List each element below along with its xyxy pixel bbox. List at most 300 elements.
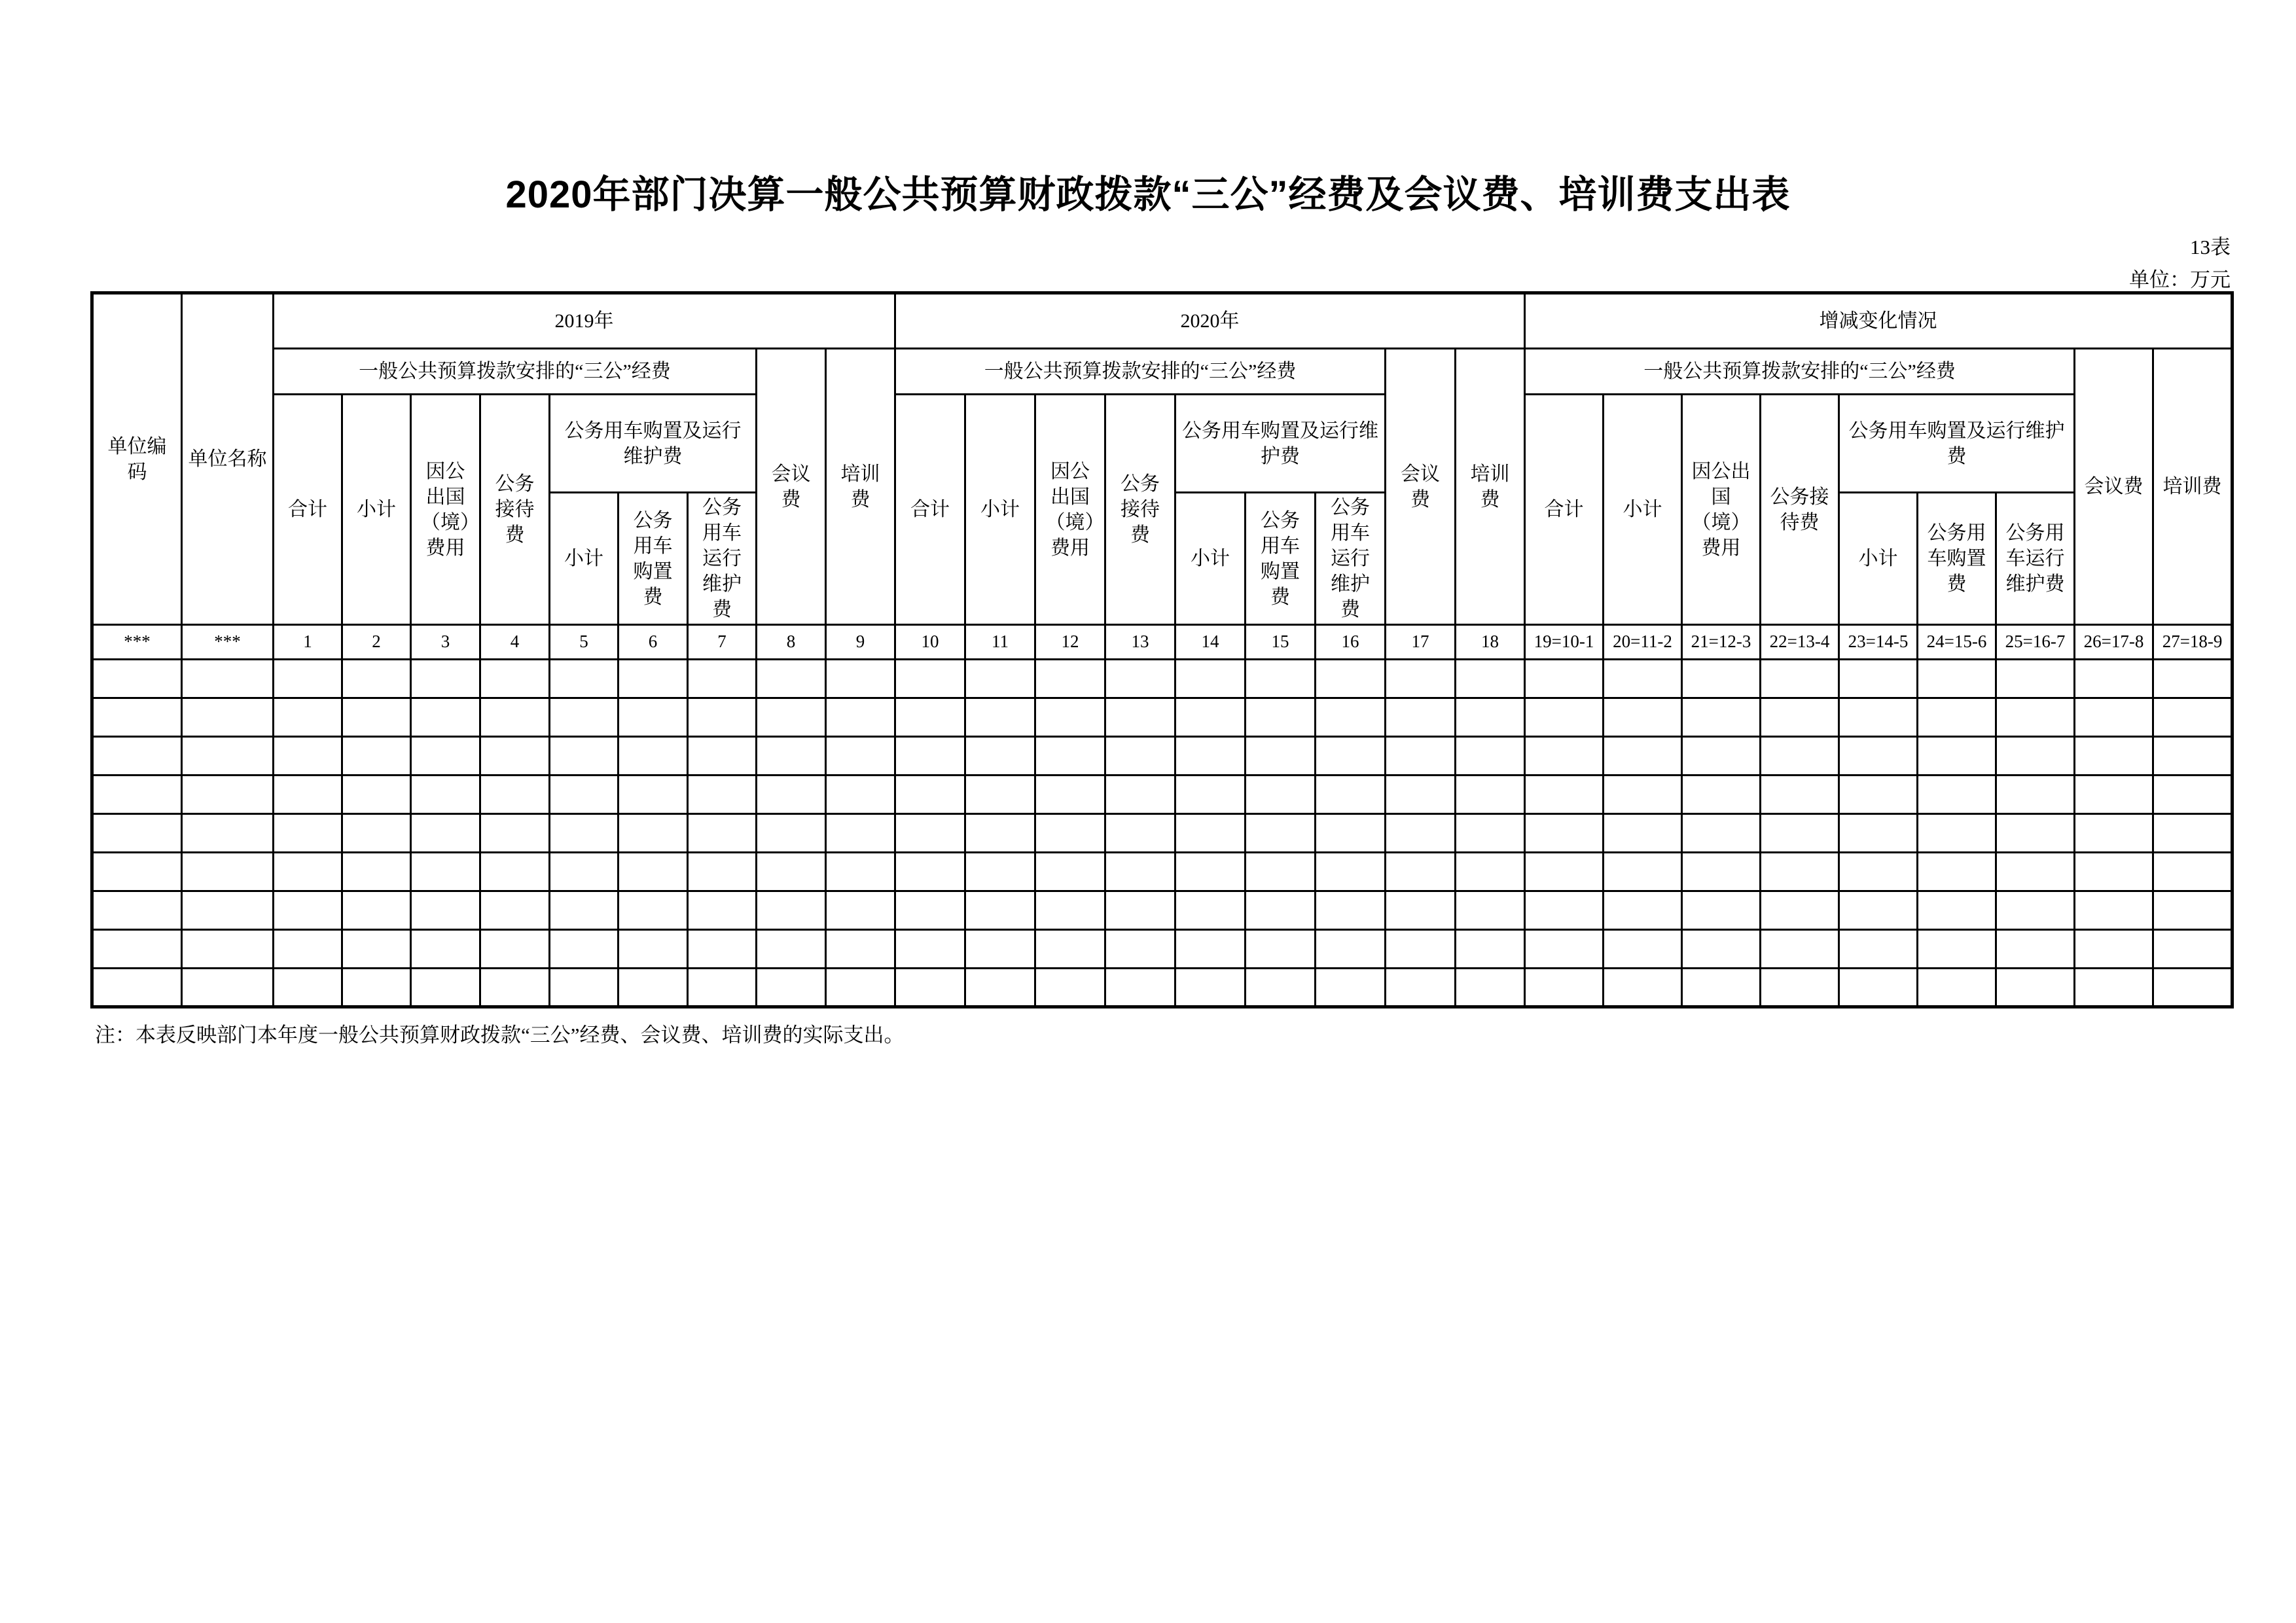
empty-cell xyxy=(757,660,826,698)
empty-cell xyxy=(480,814,550,853)
empty-cell xyxy=(1105,969,1175,1007)
empty-cell xyxy=(895,814,965,853)
empty-cell xyxy=(1316,737,1386,776)
empty-cell xyxy=(1525,930,1604,969)
vehicle-subtotal-header-2019: 小计 xyxy=(550,493,619,625)
empty-cell xyxy=(1246,776,1316,814)
empty-cell xyxy=(757,853,826,891)
empty-cell xyxy=(1456,698,1525,737)
empty-cell xyxy=(411,660,480,698)
empty-cell xyxy=(1456,737,1525,776)
empty-cell xyxy=(1839,737,1918,776)
empty-cell xyxy=(688,698,757,737)
empty-cell xyxy=(1316,969,1386,1007)
empty-cell xyxy=(1996,776,2075,814)
column-number-cell: *** xyxy=(182,625,274,660)
empty-cell xyxy=(1918,891,1996,930)
empty-cell xyxy=(619,698,688,737)
empty-cell xyxy=(688,853,757,891)
empty-cell xyxy=(826,660,895,698)
total-header-change: 合计 xyxy=(1525,395,1604,625)
empty-cell xyxy=(1175,660,1246,698)
empty-cell xyxy=(1839,660,1918,698)
empty-cell xyxy=(92,698,182,737)
vehicle-maintenance-header-change: 公务用车运行维护费 xyxy=(1996,493,2075,625)
empty-cell xyxy=(1105,853,1175,891)
empty-cell xyxy=(1918,853,1996,891)
empty-cell xyxy=(1386,814,1456,853)
empty-cell xyxy=(1456,660,1525,698)
empty-data-row xyxy=(92,891,2233,930)
empty-cell xyxy=(1604,737,1682,776)
unit-code-header: 单位编码 xyxy=(92,293,182,625)
empty-cell xyxy=(550,737,619,776)
empty-cell xyxy=(1386,853,1456,891)
empty-cell xyxy=(1175,698,1246,737)
training-fee-header-2019: 培训费 xyxy=(826,349,895,625)
empty-cell xyxy=(1839,853,1918,891)
empty-cell xyxy=(1456,969,1525,1007)
empty-cell xyxy=(342,698,411,737)
empty-cell xyxy=(619,660,688,698)
empty-cell xyxy=(1761,853,1839,891)
empty-cell xyxy=(2075,969,2153,1007)
empty-cell xyxy=(92,930,182,969)
column-number-cell: 6 xyxy=(619,625,688,660)
empty-cell xyxy=(895,776,965,814)
column-numbering-row xyxy=(92,625,2233,660)
empty-cell xyxy=(1035,930,1105,969)
section-header-change: 增减变化情况 xyxy=(1525,293,2233,349)
empty-cell xyxy=(1386,891,1456,930)
empty-cell xyxy=(1105,776,1175,814)
column-number-cell: 22=13-4 xyxy=(1761,625,1839,660)
empty-cell xyxy=(1525,776,1604,814)
vehicle-group-header-2019: 公务用车购置及运行维护费 xyxy=(550,395,757,493)
empty-cell xyxy=(826,814,895,853)
empty-cell xyxy=(1456,814,1525,853)
subtotal-header-2019: 小计 xyxy=(342,395,411,625)
empty-cell xyxy=(2075,930,2153,969)
empty-cell xyxy=(1386,698,1456,737)
empty-cell xyxy=(274,660,342,698)
empty-cell xyxy=(965,776,1035,814)
empty-cell xyxy=(965,737,1035,776)
empty-cell xyxy=(1035,969,1105,1007)
empty-cell xyxy=(1682,737,1761,776)
empty-cell xyxy=(965,969,1035,1007)
empty-cell xyxy=(1761,814,1839,853)
empty-cell xyxy=(1316,698,1386,737)
empty-cell xyxy=(550,891,619,930)
empty-cell xyxy=(342,969,411,1007)
empty-cell xyxy=(92,737,182,776)
empty-cell xyxy=(688,930,757,969)
empty-cell xyxy=(619,891,688,930)
column-number-cell: 9 xyxy=(826,625,895,660)
empty-cell xyxy=(1996,930,2075,969)
empty-cell xyxy=(2075,776,2153,814)
empty-cell xyxy=(757,891,826,930)
column-number-cell: 8 xyxy=(757,625,826,660)
total-header-2019: 合计 xyxy=(274,395,342,625)
empty-cell xyxy=(1996,969,2075,1007)
empty-cell xyxy=(965,814,1035,853)
budget-caption-2019: 一般公共预算拨款安排的“三公”经费 xyxy=(274,349,757,395)
empty-cell xyxy=(965,698,1035,737)
empty-cell xyxy=(1035,853,1105,891)
column-number-cell: *** xyxy=(92,625,182,660)
empty-cell xyxy=(2153,737,2233,776)
empty-cell xyxy=(826,891,895,930)
empty-cell xyxy=(2075,660,2153,698)
empty-cell xyxy=(2153,930,2233,969)
empty-cell xyxy=(1246,737,1316,776)
budget-caption-change: 一般公共预算拨款安排的“三公”经费 xyxy=(1525,349,2075,395)
empty-cell xyxy=(619,814,688,853)
empty-cell xyxy=(1839,969,1918,1007)
empty-cell xyxy=(274,853,342,891)
vehicle-subtotal-header-2020: 小计 xyxy=(1175,493,1246,625)
column-number-cell: 2 xyxy=(342,625,411,660)
empty-cell xyxy=(965,660,1035,698)
empty-cell xyxy=(1386,737,1456,776)
empty-cell xyxy=(1105,891,1175,930)
empty-cell xyxy=(411,969,480,1007)
empty-cell xyxy=(965,930,1035,969)
empty-cell xyxy=(2075,737,2153,776)
empty-cell xyxy=(757,698,826,737)
empty-cell xyxy=(1682,814,1761,853)
subtotal-header-change: 小计 xyxy=(1604,395,1682,625)
column-number-cell: 23=14-5 xyxy=(1839,625,1918,660)
empty-cell xyxy=(1604,814,1682,853)
empty-cell xyxy=(1682,930,1761,969)
empty-cell xyxy=(550,660,619,698)
empty-cell xyxy=(1386,776,1456,814)
empty-cell xyxy=(550,969,619,1007)
empty-cell xyxy=(1105,698,1175,737)
empty-cell xyxy=(1761,776,1839,814)
empty-cell xyxy=(1175,969,1246,1007)
empty-cell xyxy=(2153,660,2233,698)
empty-cell xyxy=(688,776,757,814)
empty-cell xyxy=(1604,776,1682,814)
empty-cell xyxy=(1761,737,1839,776)
empty-cell xyxy=(1839,814,1918,853)
reception-fee-header-2019: 公务接待费 xyxy=(480,395,550,625)
empty-cell xyxy=(757,737,826,776)
empty-cell xyxy=(1246,853,1316,891)
empty-cell xyxy=(1918,969,1996,1007)
empty-cell xyxy=(274,930,342,969)
expense-report-table xyxy=(90,291,2234,1008)
empty-data-row xyxy=(92,969,2233,1007)
empty-cell xyxy=(1761,930,1839,969)
empty-cell xyxy=(1682,776,1761,814)
empty-data-row xyxy=(92,698,2233,737)
training-fee-header-2020: 培训费 xyxy=(1456,349,1525,625)
empty-cell xyxy=(1175,814,1246,853)
column-number-cell: 13 xyxy=(1105,625,1175,660)
empty-cell xyxy=(688,969,757,1007)
empty-cell xyxy=(182,814,274,853)
empty-cell xyxy=(1105,814,1175,853)
empty-cell xyxy=(1918,737,1996,776)
empty-cell xyxy=(480,969,550,1007)
empty-data-row xyxy=(92,814,2233,853)
column-number-cell: 26=17-8 xyxy=(2075,625,2153,660)
meeting-fee-header-2019: 会议费 xyxy=(757,349,826,625)
empty-cell xyxy=(411,698,480,737)
empty-cell xyxy=(1456,891,1525,930)
empty-cell xyxy=(274,969,342,1007)
empty-cell xyxy=(1525,969,1604,1007)
empty-cell xyxy=(1316,891,1386,930)
total-header-2020: 合计 xyxy=(895,395,965,625)
column-number-cell: 18 xyxy=(1456,625,1525,660)
column-number-cell: 15 xyxy=(1246,625,1316,660)
empty-cell xyxy=(2153,891,2233,930)
empty-cell xyxy=(480,930,550,969)
empty-cell xyxy=(92,969,182,1007)
column-number-cell: 3 xyxy=(411,625,480,660)
empty-cell xyxy=(2075,698,2153,737)
empty-cell xyxy=(619,737,688,776)
empty-cell xyxy=(1246,930,1316,969)
empty-cell xyxy=(1175,891,1246,930)
section-header-2019: 2019年 xyxy=(274,293,895,349)
empty-cell xyxy=(757,969,826,1007)
empty-cell xyxy=(1105,737,1175,776)
empty-cell xyxy=(1316,814,1386,853)
empty-cell xyxy=(1246,660,1316,698)
column-number-cell: 17 xyxy=(1386,625,1456,660)
empty-cell xyxy=(274,776,342,814)
empty-cell xyxy=(1316,660,1386,698)
column-number-cell: 27=18-9 xyxy=(2153,625,2233,660)
empty-cell xyxy=(1035,891,1105,930)
empty-cell xyxy=(1761,660,1839,698)
empty-cell xyxy=(550,698,619,737)
empty-cell xyxy=(274,891,342,930)
empty-cell xyxy=(1105,930,1175,969)
empty-cell xyxy=(1386,969,1456,1007)
column-number-cell: 4 xyxy=(480,625,550,660)
column-number-cell: 11 xyxy=(965,625,1035,660)
meeting-fee-header-change: 会议费 xyxy=(2075,349,2153,625)
empty-cell xyxy=(1682,891,1761,930)
empty-cell xyxy=(342,776,411,814)
empty-cell xyxy=(1604,930,1682,969)
column-number-cell: 12 xyxy=(1035,625,1105,660)
empty-cell xyxy=(2075,814,2153,853)
empty-cell xyxy=(895,853,965,891)
empty-cell xyxy=(92,660,182,698)
empty-cell xyxy=(1386,660,1456,698)
empty-cell xyxy=(2075,853,2153,891)
empty-cell xyxy=(1456,853,1525,891)
column-number-cell: 1 xyxy=(274,625,342,660)
empty-cell xyxy=(826,737,895,776)
empty-cell xyxy=(1105,660,1175,698)
empty-cell xyxy=(92,814,182,853)
empty-data-row xyxy=(92,853,2233,891)
empty-cell xyxy=(480,776,550,814)
empty-cell xyxy=(1918,698,1996,737)
empty-cell xyxy=(182,660,274,698)
empty-cell xyxy=(1246,891,1316,930)
vehicle-group-header-change: 公务用车购置及运行维护费 xyxy=(1839,395,2075,493)
empty-cell xyxy=(342,891,411,930)
empty-cell xyxy=(1682,969,1761,1007)
empty-cell xyxy=(895,969,965,1007)
empty-cell xyxy=(2153,969,2233,1007)
empty-cell xyxy=(1996,698,2075,737)
empty-cell xyxy=(342,853,411,891)
abroad-fee-header-2020: 因公出国（境）费用 xyxy=(1035,395,1105,625)
empty-cell xyxy=(480,737,550,776)
empty-cell xyxy=(1035,814,1105,853)
training-fee-header-change: 培训费 xyxy=(2153,349,2233,625)
empty-cell xyxy=(1525,891,1604,930)
empty-cell xyxy=(550,930,619,969)
empty-cell xyxy=(895,660,965,698)
unit-name-header: 单位名称 xyxy=(182,293,274,625)
empty-cell xyxy=(895,737,965,776)
empty-cell xyxy=(688,660,757,698)
meeting-fee-header-2020: 会议费 xyxy=(1386,349,1456,625)
empty-cell xyxy=(274,814,342,853)
subtotal-header-2020: 小计 xyxy=(965,395,1035,625)
empty-cell xyxy=(1525,853,1604,891)
empty-cell xyxy=(1386,930,1456,969)
section-header-2020: 2020年 xyxy=(895,293,1525,349)
page-title: 2020年部门决算一般公共预算财政拨款“三公”经费及会议费、培训费支出表 xyxy=(505,173,1791,216)
empty-cell xyxy=(1525,698,1604,737)
empty-cell xyxy=(1175,853,1246,891)
empty-cell xyxy=(965,891,1035,930)
empty-cell xyxy=(1175,737,1246,776)
empty-cell xyxy=(182,698,274,737)
empty-cell xyxy=(480,853,550,891)
empty-cell xyxy=(1996,891,2075,930)
empty-cell xyxy=(965,853,1035,891)
empty-cell xyxy=(826,930,895,969)
empty-cell xyxy=(2153,698,2233,737)
column-number-cell: 10 xyxy=(895,625,965,660)
empty-cell xyxy=(1918,660,1996,698)
empty-cell xyxy=(2153,814,2233,853)
empty-cell xyxy=(2075,891,2153,930)
empty-cell xyxy=(1996,737,2075,776)
empty-cell xyxy=(688,737,757,776)
abroad-fee-header-change: 因公出国（境）费用 xyxy=(1682,395,1761,625)
empty-cell xyxy=(1761,891,1839,930)
column-number-cell: 24=15-6 xyxy=(1918,625,1996,660)
column-number-cell: 25=16-7 xyxy=(1996,625,2075,660)
empty-cell xyxy=(550,814,619,853)
empty-cell xyxy=(1761,698,1839,737)
column-number-cell: 14 xyxy=(1175,625,1246,660)
empty-cell xyxy=(1604,969,1682,1007)
empty-cell xyxy=(757,930,826,969)
empty-cell xyxy=(342,814,411,853)
empty-cell xyxy=(1035,698,1105,737)
empty-cell xyxy=(2153,776,2233,814)
reception-fee-header-2020: 公务接待费 xyxy=(1105,395,1175,625)
empty-cell xyxy=(1316,776,1386,814)
empty-cell xyxy=(895,930,965,969)
empty-cell xyxy=(92,776,182,814)
empty-cell xyxy=(1839,698,1918,737)
vehicle-maintenance-header-2020: 公务用车运行维护费 xyxy=(1316,493,1386,625)
empty-cell xyxy=(895,698,965,737)
footnote: 注：本表反映部门本年度一般公共预算财政拨款“三公”经费、会议费、培训费的实际支出。 xyxy=(95,1024,905,1046)
empty-cell xyxy=(480,698,550,737)
column-number-cell: 20=11-2 xyxy=(1604,625,1682,660)
empty-cell xyxy=(1682,853,1761,891)
unit-of-measure-label: 单位：万元 xyxy=(2129,268,2231,291)
empty-cell xyxy=(1604,853,1682,891)
empty-cell xyxy=(688,814,757,853)
empty-cell xyxy=(1839,776,1918,814)
empty-cell xyxy=(550,853,619,891)
empty-cell xyxy=(1761,969,1839,1007)
empty-cell xyxy=(411,891,480,930)
empty-cell xyxy=(1604,660,1682,698)
empty-cell xyxy=(182,930,274,969)
vehicle-purchase-header-change: 公务用车购置费 xyxy=(1918,493,1996,625)
empty-cell xyxy=(550,776,619,814)
empty-cell xyxy=(1246,698,1316,737)
empty-cell xyxy=(411,737,480,776)
reception-fee-header-change: 公务接待费 xyxy=(1761,395,1839,625)
empty-cell xyxy=(1456,776,1525,814)
empty-cell xyxy=(1246,814,1316,853)
empty-cell xyxy=(182,776,274,814)
vehicle-group-header-2020: 公务用车购置及运行维护费 xyxy=(1175,395,1386,493)
empty-cell xyxy=(182,969,274,1007)
empty-cell xyxy=(342,660,411,698)
empty-cell xyxy=(182,737,274,776)
vehicle-purchase-header-2020: 公务用车购置费 xyxy=(1246,493,1316,625)
empty-cell xyxy=(1682,660,1761,698)
empty-cell xyxy=(826,969,895,1007)
empty-cell xyxy=(826,776,895,814)
empty-cell xyxy=(1525,814,1604,853)
column-number-cell: 7 xyxy=(688,625,757,660)
empty-cell xyxy=(1996,660,2075,698)
empty-cell xyxy=(274,737,342,776)
empty-cell xyxy=(274,698,342,737)
empty-cell xyxy=(1316,930,1386,969)
empty-cell xyxy=(1456,930,1525,969)
abroad-fee-header-2019: 因公出国（境）费用 xyxy=(411,395,480,625)
empty-cell xyxy=(342,737,411,776)
empty-cell xyxy=(1839,930,1918,969)
empty-data-row xyxy=(92,660,2233,698)
empty-cell xyxy=(1246,969,1316,1007)
empty-cell xyxy=(411,776,480,814)
empty-cell xyxy=(92,891,182,930)
empty-cell xyxy=(182,853,274,891)
empty-cell xyxy=(480,660,550,698)
empty-cell xyxy=(1682,698,1761,737)
empty-cell xyxy=(1175,930,1246,969)
empty-cell xyxy=(2153,853,2233,891)
empty-cell xyxy=(1035,737,1105,776)
